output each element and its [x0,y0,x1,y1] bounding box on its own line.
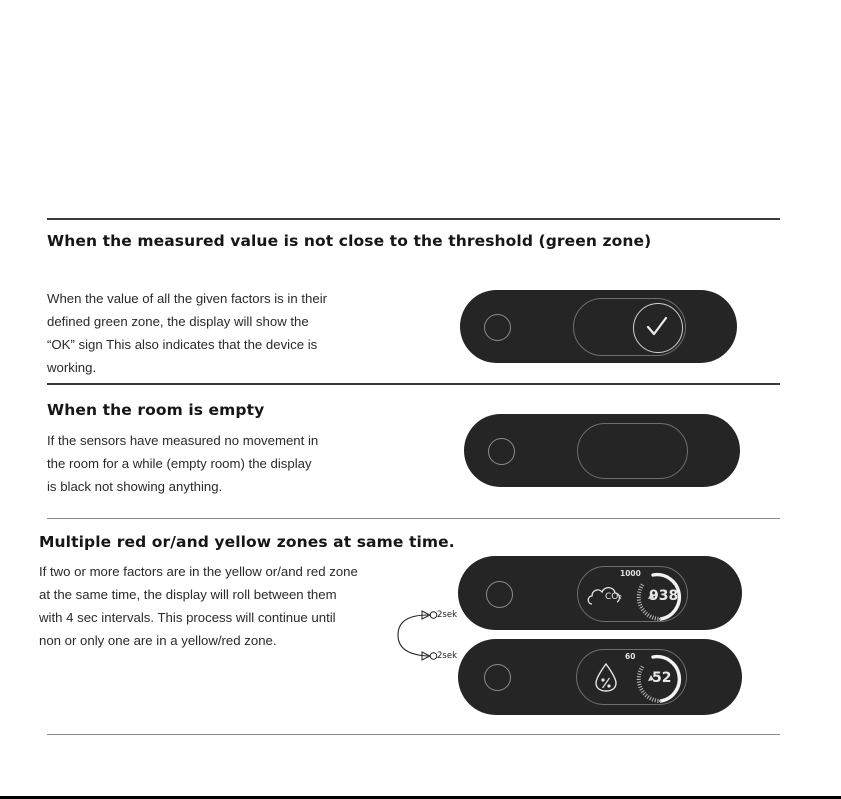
status-led [484,664,511,691]
status-led [484,314,511,341]
status-led [486,581,513,608]
section-divider [47,218,780,220]
co2-unit-label: CO₂ [605,592,622,602]
status-led [488,438,515,465]
check-circle [633,303,683,353]
section-divider [47,518,780,519]
section-divider [47,734,780,735]
co2-value: 938 [649,588,679,604]
display-window [577,423,688,479]
humidity-value: 52 [652,670,672,686]
humidity-drop-icon [591,661,621,693]
section-body-multiple-zones: If two or more factors are in the yellow or/and red zone at the same time, the display will roll between them with 4 sec intervals. This process will continue until non or only one are in a yellow/red zone. [39,564,358,648]
timer-label-second: 2sek [437,651,457,661]
section-body-empty-room: If the sensors have measured no movement in the room for a while (empty room) the display is black not showing anything. [47,433,319,494]
humidity-max-label: 60 [625,652,636,661]
device-display-co2 [458,556,742,630]
device-display-empty [464,414,740,487]
check-icon [632,302,682,352]
section-divider [47,383,780,385]
section-body-green-zone: When the value of all the given factors is in their defined green zone, the display will show the “OK” sign This also indicates that the device is working. [47,291,328,375]
device-display-humidity [458,639,742,715]
section-heading-multiple-zones: Multiple red or/and yellow zones at same time. [39,533,455,551]
section-heading-empty-room: When the room is empty [47,401,265,419]
co2-max-label: 1000 [620,569,641,578]
device-display-ok [460,290,737,363]
section-heading-green-zone: When the measured value is not close to the threshold (green zone) [47,232,652,250]
timer-label-first: 2sek [437,610,457,620]
